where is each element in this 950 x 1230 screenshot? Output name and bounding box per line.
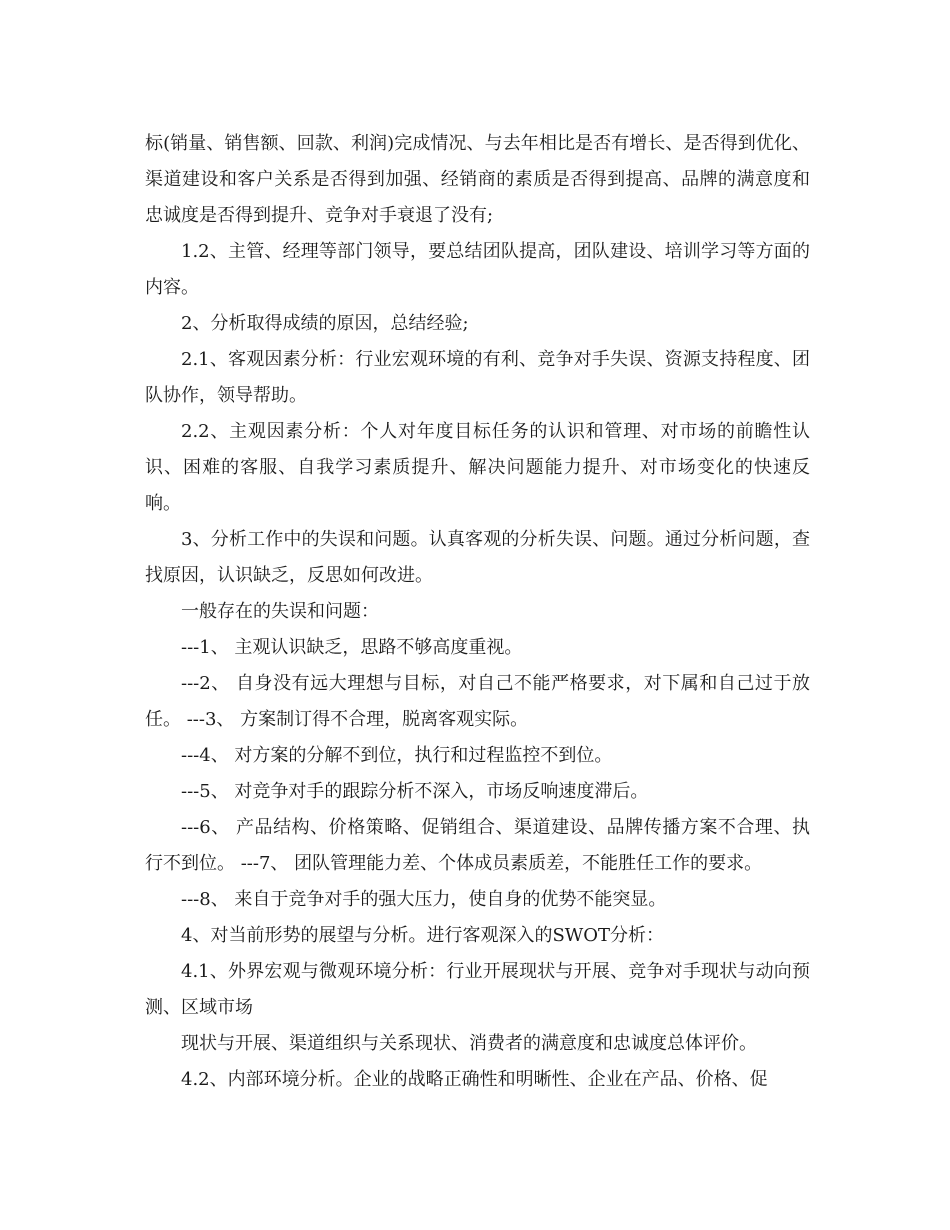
paragraph: ---6、 产品结构、价格策略、促销组合、渠道建设、品牌传播方案不合理、执行不到位。 ---7、 团队管理能力差、个体成员素质差，不能胜任工作的要求。 (145, 817, 810, 874)
paragraph: ---5、 对竞争对手的跟踪分析不深入，市场反响速度滞后。 (181, 781, 649, 802)
paragraph: 4、对当前形势的展望与分析。进行客观深入的SWOT分析： (181, 925, 665, 946)
document-body (145, 126, 810, 1098)
paragraph: 4.2、内部环境分析。企业的战略正确性和明晰性、企业在产品、价格、促 (181, 1069, 768, 1090)
paragraph: ---8、 来自于竞争对手的强大压力，使自身的优势不能突显。 (181, 889, 667, 910)
paragraph: 一般存在的失误和问题： (181, 601, 379, 622)
paragraph: ---2、 自身没有远大理想与目标，对自己不能严格要求，对下属和自己过于放任。 ---3、 方案制订得不合理，脱离客观实际。 (145, 673, 810, 730)
paragraph: 4.1、外界宏观与微观环境分析：行业开展现状与开展、竞争对手现状与动向预测、区域市场 (145, 961, 810, 1018)
paragraph: ---1、 主观认识缺乏，思路不够高度重视。 (181, 637, 523, 658)
paragraph: 2.1、客观因素分析：行业宏观环境的有利、竞争对手失误、资源支持程度、团队协作，领导帮助。 (145, 349, 810, 406)
paragraph: 1.2、主管、经理等部门领导，要总结团队提高，团队建设、培训学习等方面的内容。 (145, 241, 810, 298)
paragraph: 2、分析取得成绩的原因，总结经验; (181, 313, 469, 334)
paragraph: 3、分析工作中的失误和问题。认真客观的分析失误、问题。通过分析问题，查找原因，认识缺乏，反思如何改进。 (145, 529, 810, 586)
paragraph: 2.2、主观因素分析：个人对年度目标任务的认识和管理、对市场的前瞻性认识、困难的客服、自我学习素质提升、解决问题能力提升、对市场变化的快速反响。 (145, 421, 810, 514)
paragraph: 现状与开展、渠道组织与关系现状、消费者的满意度和忠诚度总体评价。 (181, 1033, 757, 1054)
paragraph: 标(销量、销售额、回款、利润)完成情况、与去年相比是否有增长、是否得到优化、渠道建设和客户关系是否得到加强、经销商的素质是否得到提高、品牌的满意度和忠诚度是否得到提升、竞争对手衰退了没有; (145, 133, 810, 226)
paragraph: ---4、 对方案的分解不到位，执行和过程监控不到位。 (181, 745, 613, 766)
